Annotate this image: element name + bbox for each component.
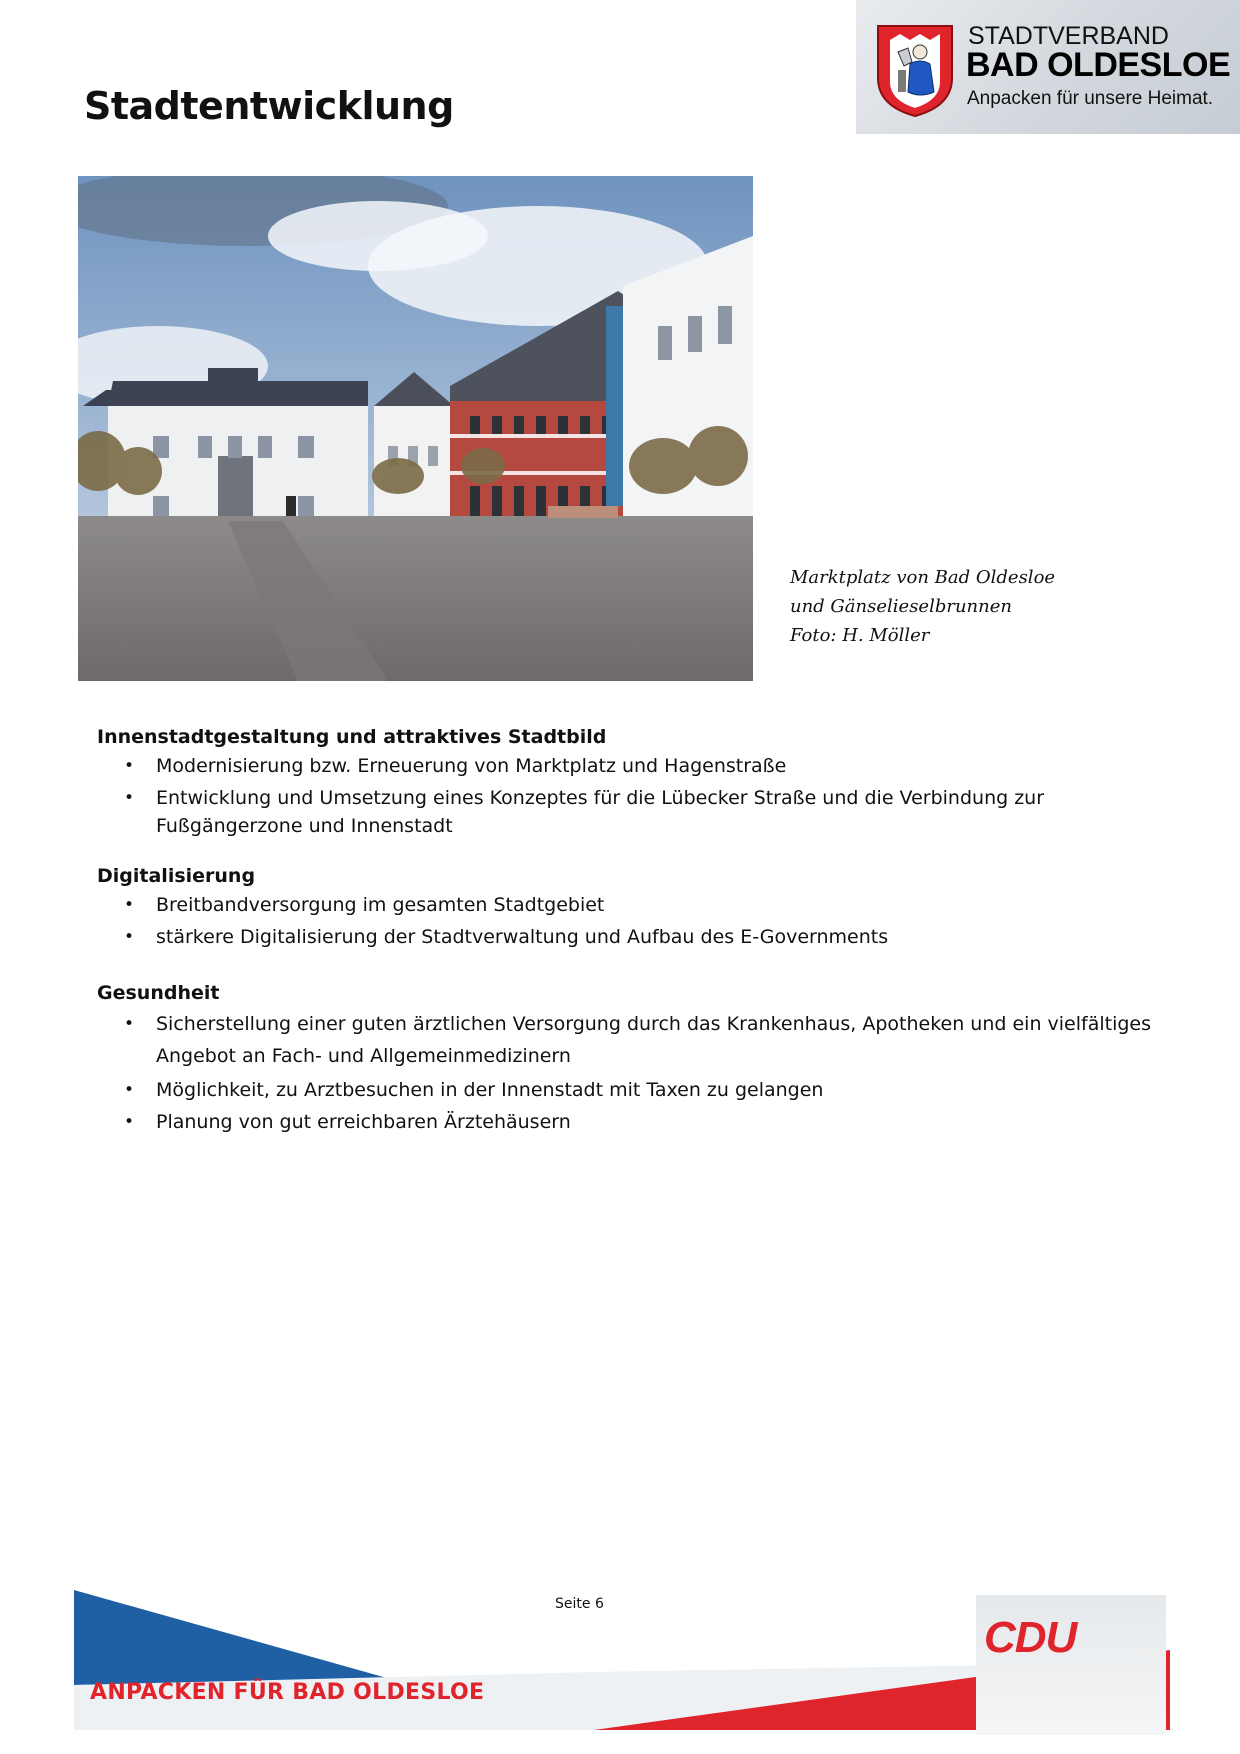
list-item-text: Breitbandversorgung im gesamten Stadtgebiet bbox=[156, 894, 605, 916]
list-item-text: Planung von gut erreichbaren Ärztehäusern bbox=[156, 1111, 571, 1133]
list-item bbox=[97, 784, 1157, 840]
marketplace-photo bbox=[78, 176, 753, 681]
footer-slogan: ANPACKEN FÜR BAD OLDESLOE bbox=[90, 1680, 485, 1705]
bullet-list bbox=[97, 752, 1157, 840]
coat-of-arms-icon bbox=[874, 22, 956, 118]
caption-line: Foto: H. Möller bbox=[790, 625, 930, 646]
stadtverband-logo bbox=[856, 0, 1240, 134]
bullet-list bbox=[97, 891, 1157, 951]
bullet-icon: • bbox=[124, 756, 135, 776]
list-item-text: Möglichkeit, zu Arztbesuchen in der Innenstadt mit Taxen zu gelangen bbox=[156, 1079, 824, 1101]
list-item bbox=[97, 1076, 1157, 1104]
list-item bbox=[97, 923, 1157, 951]
list-item-text: Sicherstellung einer guten ärztlichen Versorgung durch das Krankenhaus, Apotheken und ein vielfältiges Angebot an Fach- und Allgemeinmedizinern bbox=[156, 1013, 1152, 1067]
list-item bbox=[97, 1008, 1157, 1072]
program-content bbox=[97, 722, 1157, 1136]
section-digitalisierung bbox=[97, 861, 1157, 951]
logo-line-stadtverband: STADTVERBAND bbox=[968, 22, 1169, 50]
bullet-icon: • bbox=[124, 927, 135, 947]
list-item bbox=[97, 752, 1157, 780]
section-innenstadt bbox=[97, 722, 1157, 840]
bullet-icon: • bbox=[124, 1014, 135, 1034]
section-heading: Gesundheit bbox=[97, 982, 220, 1004]
section-heading: Innenstadtgestaltung und attraktives Stadtbild bbox=[97, 726, 607, 748]
caption-line: Marktplatz von Bad Oldesloe bbox=[790, 567, 1056, 588]
bullet-list bbox=[97, 1008, 1157, 1136]
photo-caption bbox=[790, 563, 1055, 650]
bullet-icon: • bbox=[124, 1080, 135, 1100]
bullet-icon: • bbox=[124, 788, 135, 808]
caption-line: und Gänselieselbrunnen bbox=[790, 596, 1012, 617]
cdu-logo-text: CDU bbox=[984, 1613, 1077, 1662]
page-number: Seite 6 bbox=[555, 1596, 604, 1612]
list-item-text: stärkere Digitalisierung der Stadtverwaltung und Aufbau des E-Governments bbox=[156, 926, 889, 948]
logo-line-town: BAD OLDESLOE bbox=[966, 46, 1231, 84]
section-gesundheit bbox=[97, 978, 1157, 1136]
list-item-text: Modernisierung bzw. Erneuerung von Marktplatz und Hagenstraße bbox=[156, 755, 787, 777]
page-title: Stadtentwicklung bbox=[84, 84, 454, 128]
section-heading: Digitalisierung bbox=[97, 865, 256, 887]
list-item bbox=[97, 1108, 1157, 1136]
list-item bbox=[97, 891, 1157, 919]
logo-tagline: Anpacken für unsere Heimat. bbox=[967, 88, 1214, 109]
bullet-icon: • bbox=[124, 895, 135, 915]
list-item-text: Entwicklung und Umsetzung eines Konzeptes für die Lübecker Straße und die Verbindung zur Fußgängerzone und Innenstadt bbox=[156, 787, 1045, 837]
bullet-icon: • bbox=[124, 1112, 135, 1132]
cdu-logo bbox=[976, 1595, 1166, 1735]
